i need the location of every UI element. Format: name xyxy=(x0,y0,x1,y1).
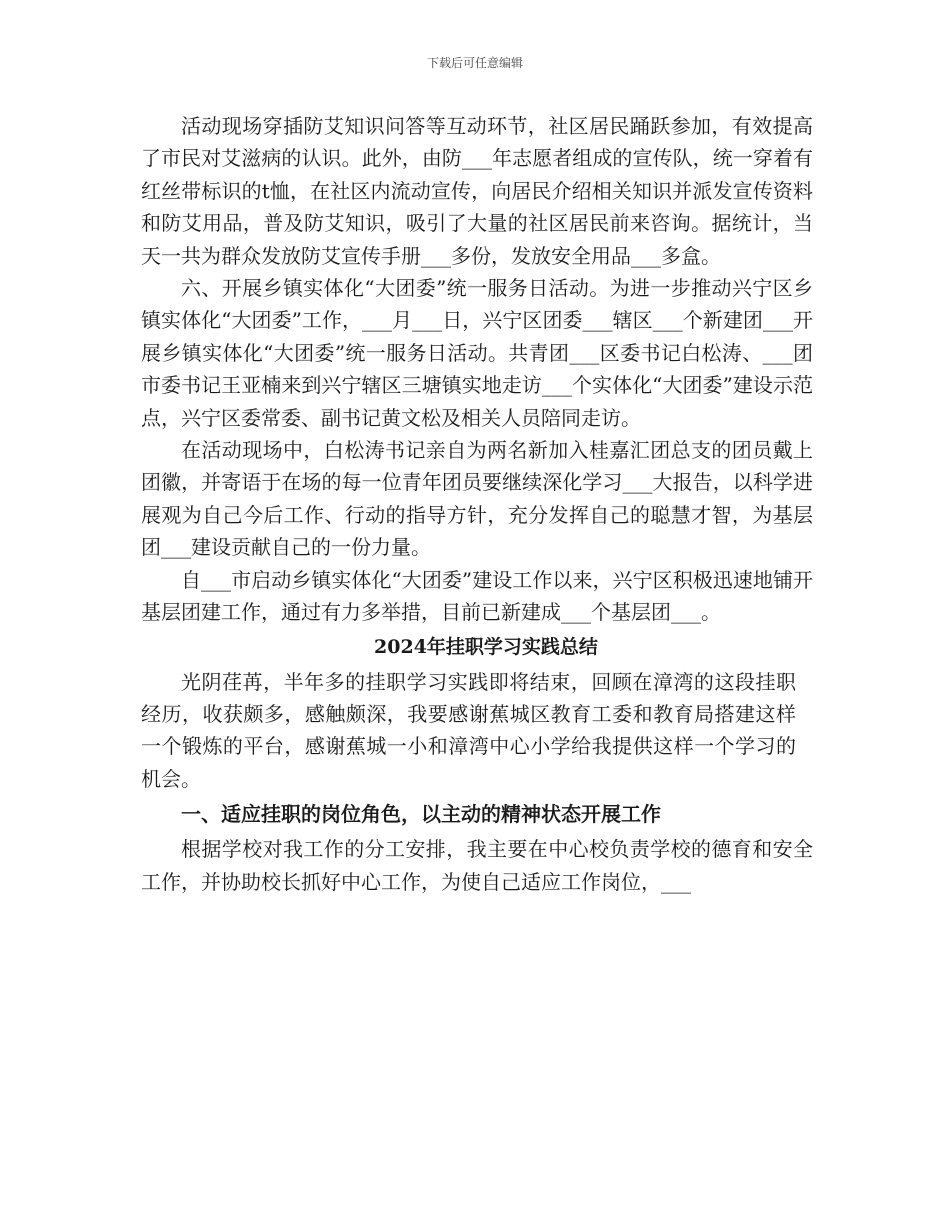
paragraph-activity-site: 活动现场穿插防艾知识问答等互动环节，社区居民踊跃参加，有效提高了市民对艾滋病的认识。此外，由防___年志愿者组成的宣传队，统一穿着有红丝带标识的t恤，在社区内流动宣传，向居民介绍相关知识并派发宣传资料和防艾用品，普及防艾知识，吸引了大量的社区居民前来咨询。据统计，当天一共为群众发放防艾宣传手册___多份，发放安全用品___多盒。 xyxy=(141,114,813,268)
paragraph-badge-ceremony: 在活动现场中，白松涛书记亲自为两名新加入桂嘉汇团总支的团员戴上团徽，并寄语于在场的每一位青年团员要继续深化学习___大报告，以科学进展观为自己今后工作、行动的指导方针，充分发挥自己的聪慧才智，为基层团___建设贡献自己的一份力量。 xyxy=(141,438,813,560)
paragraph-service-day: 六、开展乡镇实体化“大团委”统一服务日活动。为进一步推动兴宁区乡镇实体化“大团委”工作，___月___日，兴宁区团委___辖区___个新建团___开展乡镇实体化“大团委”统一服务日活动。共青团___区委书记白松涛、___团市委书记王亚楠来到兴宁辖区三塘镇实地走访___个实体化“大团委”建设示范点，兴宁区委常委、副书记黄文松及相关人员陪同走访。 xyxy=(141,276,813,430)
paragraph-grassroots-building: 自___市启动乡镇实体化“大团委”建设工作以来，兴宁区积极迅速地铺开基层团建工作，通过有力多举措，目前已新建成___个基层团___。 xyxy=(141,567,813,625)
page-header-note: 下载后可任意编辑 xyxy=(426,56,523,70)
document-body xyxy=(141,110,813,898)
section-heading-1: 一、适应挂职的岗位角色，以主动的精神状态开展工作 xyxy=(181,802,661,827)
document-title: 2024年挂职学习实践总结 xyxy=(374,635,598,658)
paragraph-intro: 光阴荏苒，半年多的挂职学习实践即将结束，回顾在漳湾的这段挂职经历，收获颇多，感触颇深，我要感谢蕉城区教育工委和教育局搭建这样一个锻炼的平台，感谢蕉城一小和漳湾中心小学给我提供这样一个学习的机会。 xyxy=(141,669,796,791)
paragraph-work-assignment: 根据学校对我工作的分工安排，我主要在中心校负责学校的德育和安全工作，并协助校长抓好中心工作，为使自己适应工作岗位，___ xyxy=(141,837,813,894)
